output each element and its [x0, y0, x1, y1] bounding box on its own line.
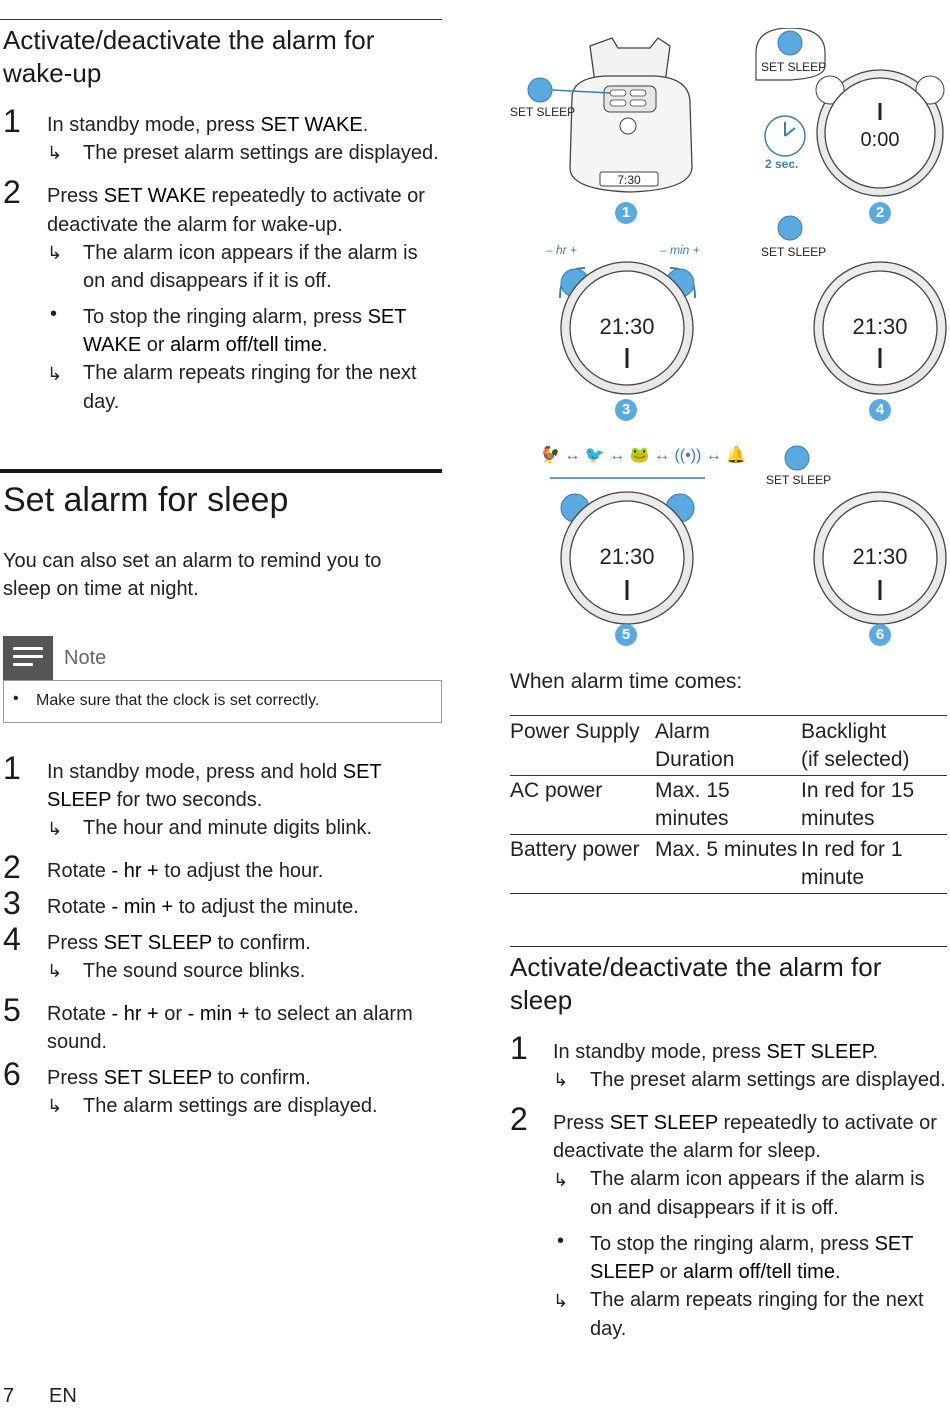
result-arrow-icon: ↳: [47, 243, 63, 263]
set-sleep-label: SET SLEEP: [510, 105, 576, 119]
device-time-display: 7:30: [617, 173, 641, 187]
step-text: In standby mode, press SET WAKE.: [47, 114, 369, 136]
table-cell: AC power: [510, 779, 603, 802]
bullet-text: WAKE or alarm off/tell time.: [83, 334, 328, 356]
svg-text:SET SLEEP: SET SLEEP: [761, 60, 827, 74]
device-top-figure: [510, 38, 692, 192]
result-arrow-icon: ↳: [47, 961, 63, 981]
step-text: sound.: [47, 1031, 108, 1053]
table-cell: minute: [801, 866, 865, 889]
table-rule: [510, 775, 947, 776]
step-text: Rotate - min + to adjust the minute.: [47, 896, 359, 918]
step-result: The preset alarm settings are displayed.: [590, 1069, 946, 1091]
result-arrow-icon: ↳: [553, 1291, 569, 1311]
bullet-text: To stop the ringing alarm, press SET: [83, 306, 407, 328]
step-result: day.: [590, 1318, 627, 1340]
step-text: Press SET SLEEP to confirm.: [47, 932, 311, 954]
table-header: (if selected): [801, 748, 910, 771]
sleep-section-title: Set alarm for sleep: [3, 481, 289, 519]
result-arrow-icon: ↳: [47, 1096, 63, 1116]
bullet-dot: •: [557, 1230, 565, 1252]
time-display: 21:30: [599, 314, 655, 339]
table-cell: minutes: [801, 807, 875, 830]
step-text: deactivate the alarm for sleep.: [553, 1140, 821, 1162]
step-result: The alarm icon appears if the alarm is: [590, 1168, 925, 1190]
figure-number-2: 2: [869, 202, 891, 224]
page-number: 7: [3, 1385, 15, 1407]
step-number: 2: [3, 174, 21, 210]
step-number: 5: [3, 992, 21, 1028]
step-result: The preset alarm settings are displayed.: [83, 142, 439, 164]
svg-text:SET SLEEP: SET SLEEP: [766, 473, 832, 487]
note-label: Note: [64, 647, 107, 669]
table-cell: In red for 1: [801, 838, 903, 861]
step-result: The sound source blinks.: [83, 960, 306, 982]
note-icon: [3, 636, 53, 680]
bullet-text: SLEEP or alarm off/tell time.: [590, 1261, 841, 1283]
sound-select-figure: [540, 445, 746, 624]
figure-number-4: 4: [869, 399, 891, 421]
table-header: Alarm: [655, 720, 710, 743]
hr-min-figure: [545, 243, 700, 394]
figure-number-3: 3: [615, 399, 637, 421]
table-header: Power Supply: [510, 720, 640, 743]
step-number: 2: [510, 1101, 528, 1137]
bullet-dot: •: [13, 690, 19, 707]
table-rule: [510, 715, 947, 716]
step-result: The hour and minute digits blink.: [83, 817, 373, 839]
section-rule: [0, 19, 442, 20]
hold-figure: [756, 28, 944, 196]
result-arrow-icon: ↳: [47, 364, 63, 384]
bullet-dot: •: [50, 303, 58, 325]
step-number: 3: [3, 885, 21, 921]
wake-section-title: Activate/deactivate the alarm for wake-up: [3, 25, 375, 88]
svg-text:21:30: 21:30: [852, 544, 908, 569]
zero-display: 0:00: [860, 129, 900, 151]
figure-number-1: 1: [615, 202, 637, 224]
figure-number-6: 6: [869, 624, 891, 646]
step-number: 1: [3, 750, 21, 786]
step-result: on and disappears if it is off.: [83, 270, 332, 292]
svg-text:21:30: 21:30: [599, 544, 655, 569]
sleep-toggle-title: Activate/deactivate the alarm for sleep: [510, 952, 882, 1015]
step-number: 4: [3, 921, 21, 957]
step-result: The alarm settings are displayed.: [83, 1095, 378, 1117]
final-confirm-figure: [766, 446, 946, 624]
sound-icons: 🐓 ↔ 🐦 ↔ 🐸 ↔ ((•)) ↔ 🔔: [540, 447, 747, 464]
section-rule: [510, 946, 947, 947]
table-cell: minutes: [655, 807, 729, 830]
intro-text: sleep on time at night.: [3, 578, 199, 600]
figure-number-5: 5: [615, 624, 637, 646]
intro-text: You can also set an alarm to remind you to: [3, 550, 382, 572]
confirm-figure: [761, 216, 946, 394]
step-number: 2: [3, 849, 21, 885]
hr-label: – hr +: [546, 243, 578, 257]
step-text: Press SET SLEEP to confirm.: [47, 1067, 311, 1089]
result-arrow-icon: ↳: [553, 1170, 569, 1190]
two-sec-label: 2 sec.: [765, 157, 799, 171]
table-caption: When alarm time comes:: [510, 670, 743, 693]
step-number: 6: [3, 1056, 21, 1092]
table-rule: [510, 834, 947, 835]
table-cell: Battery power: [510, 838, 640, 861]
step-number: 1: [510, 1030, 528, 1066]
svg-text:SET SLEEP: SET SLEEP: [761, 245, 827, 259]
table-rule: [510, 893, 947, 894]
step-result: on and disappears if it is off.: [590, 1197, 839, 1219]
step-result: The alarm repeats ringing for the next: [83, 362, 417, 384]
step-number: 1: [3, 103, 21, 139]
step-text: deactivate the alarm for wake-up.: [47, 214, 343, 236]
step-text: Press SET SLEEP repeatedly to activate or: [553, 1112, 937, 1134]
step-result: The alarm icon appears if the alarm is: [83, 242, 418, 264]
note-text: Make sure that the clock is set correctly.: [36, 692, 320, 709]
table-cell: Max. 15: [655, 779, 730, 802]
step-result: day.: [83, 391, 120, 413]
table-header: Duration: [655, 748, 735, 771]
step-text: Rotate - hr + or - min + to select an alarm: [47, 1003, 413, 1025]
table-header: Backlight: [801, 720, 887, 743]
step-result: The alarm repeats ringing for the next: [590, 1289, 924, 1311]
step-text: In standby mode, press SET SLEEP.: [553, 1041, 879, 1063]
svg-text:21:30: 21:30: [852, 314, 908, 339]
section-rule: [0, 469, 442, 473]
clock-illustrations: [500, 28, 950, 658]
step-text: Rotate - hr + to adjust the hour.: [47, 860, 324, 882]
step-text: In standby mode, press and hold SET: [47, 761, 382, 783]
result-arrow-icon: ↳: [553, 1070, 569, 1090]
bullet-text: To stop the ringing alarm, press SET: [590, 1233, 914, 1255]
step-text: SLEEP for two seconds.: [47, 789, 263, 811]
step-text: Press SET WAKE repeatedly to activate or: [47, 185, 425, 207]
language-code: EN: [49, 1385, 77, 1407]
min-label: – min +: [660, 243, 700, 257]
table-cell: In red for 15: [801, 779, 915, 802]
result-arrow-icon: ↳: [47, 143, 63, 163]
table-cell: Max. 5 minutes: [655, 838, 798, 861]
result-arrow-icon: ↳: [47, 819, 63, 839]
